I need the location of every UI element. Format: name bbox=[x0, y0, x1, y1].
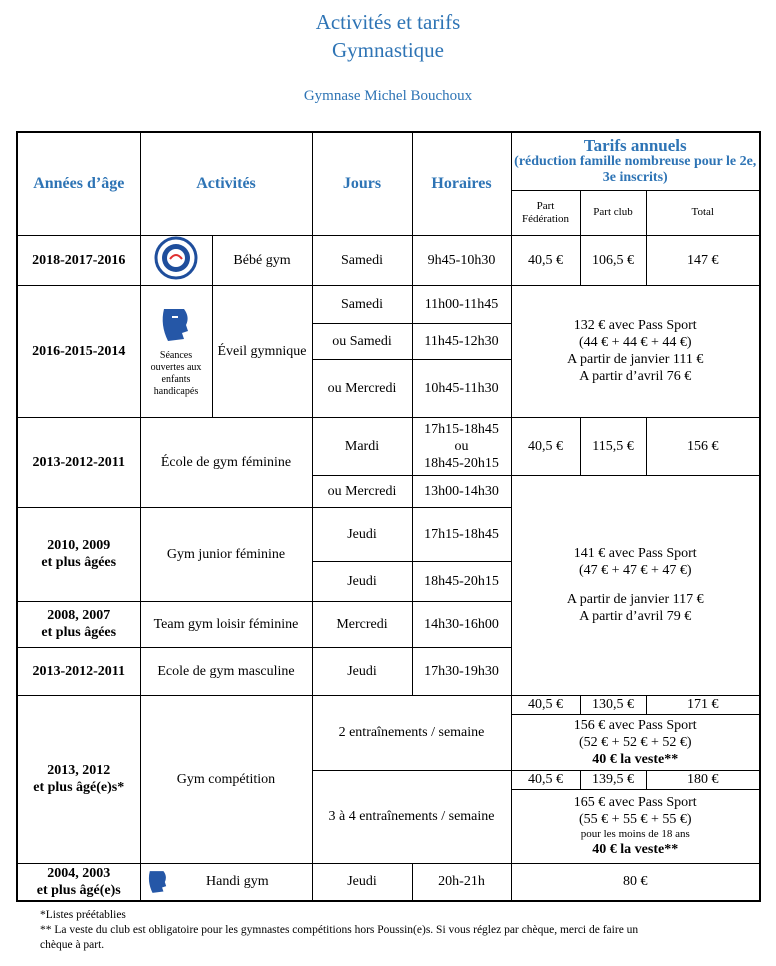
price-line: pour les moins de 18 ans bbox=[580, 828, 690, 840]
table-row bbox=[17, 235, 760, 285]
activity-cell: Bébé gym bbox=[212, 235, 312, 285]
day-cell: Samedi bbox=[312, 285, 412, 323]
handicap-face-icon bbox=[143, 867, 173, 897]
ages-cell: 2018-2017-2016 bbox=[17, 235, 140, 285]
price-line: A partir d’avril 79 € bbox=[579, 609, 692, 624]
handicap-cell bbox=[140, 285, 212, 417]
ffgym-logo bbox=[151, 236, 201, 285]
header-hours: Horaires bbox=[412, 132, 511, 235]
day-cell: ou Mercredi bbox=[312, 475, 412, 507]
price-line: (47 € + 47 € + 47 €) bbox=[578, 563, 692, 578]
ages-line: 2004, 2003 bbox=[47, 865, 111, 881]
price-cell bbox=[511, 789, 760, 863]
hours-cell: 20h-21h bbox=[412, 863, 511, 901]
total-cell: 156 € bbox=[646, 417, 760, 475]
activity-cell: Team gym loisir féminine bbox=[140, 601, 312, 647]
ages-line: 2008, 2007 bbox=[47, 608, 111, 623]
activity-cell: Gym compétition bbox=[140, 695, 312, 863]
handicap-note: Séances ouvertes aux enfants handicapés bbox=[150, 349, 202, 397]
table-row bbox=[17, 863, 760, 901]
page-subtitle: Gymnastique bbox=[332, 38, 444, 62]
total-cell: 147 € bbox=[646, 235, 760, 285]
tarifs-table bbox=[16, 131, 761, 902]
hours-line: 17h15-18h45 bbox=[424, 421, 499, 437]
total-cell: 171 € bbox=[646, 695, 760, 714]
day-cell: Jeudi bbox=[312, 507, 412, 561]
hours-cell: 13h00-14h30 bbox=[412, 475, 511, 507]
shared-price-cell bbox=[511, 475, 760, 695]
club-cell: 139,5 € bbox=[580, 770, 646, 789]
club-cell: 106,5 € bbox=[580, 235, 646, 285]
club-cell: 115,5 € bbox=[580, 417, 646, 475]
table-row bbox=[17, 417, 760, 475]
tarifs-title: Tarifs annuels bbox=[583, 135, 687, 155]
hours-line: 18h45-20h15 bbox=[424, 455, 499, 471]
footnote-2: ** La veste du club est obligatoire pour les gymnastes compétitions hors Poussin(e)s. Si vous réglez par chèque, merci de faire un bbox=[40, 924, 639, 936]
ages-line: 2013, 2012 bbox=[47, 763, 111, 778]
hours-cell: 17h15-18h45 bbox=[412, 507, 511, 561]
hours-line: ou bbox=[454, 438, 469, 454]
tarifs-note: (réduction famille nombreuse pour le 2e, 3e inscrits) bbox=[514, 153, 757, 185]
ages-cell: 2013-2012-2011 bbox=[17, 647, 140, 695]
ages-line: 2010, 2009 bbox=[47, 538, 111, 553]
header-part-federation: Part Fédération bbox=[511, 190, 580, 235]
price-line: 141 € avec Pass Sport bbox=[573, 546, 697, 561]
ages-cell: 2016-2015-2014 bbox=[17, 285, 140, 417]
day-cell: Jeudi bbox=[312, 863, 412, 901]
price-line: (55 € + 55 € + 55 €) bbox=[578, 812, 692, 827]
day-cell: Mercredi bbox=[312, 601, 412, 647]
header-total: Total bbox=[646, 190, 760, 235]
activity-cell: Éveil gymnique bbox=[212, 285, 312, 417]
ages-cell: 2013-2012-2011 bbox=[17, 417, 140, 507]
ages-cell bbox=[17, 601, 140, 647]
day-cell: ou Mercredi bbox=[312, 359, 412, 417]
header-row bbox=[17, 132, 760, 190]
fed-cell: 40,5 € bbox=[511, 770, 580, 789]
price-line: A partir de janvier 111 € bbox=[567, 352, 704, 367]
table-row bbox=[17, 285, 760, 323]
club-cell: 130,5 € bbox=[580, 695, 646, 714]
price-line: A partir d’avril 76 € bbox=[579, 369, 692, 384]
price-cell bbox=[511, 714, 760, 770]
price-line: 40 € la veste** bbox=[592, 842, 679, 857]
ages-cell bbox=[17, 507, 140, 601]
ages-line: et plus âgé(e)s* bbox=[33, 780, 125, 795]
day-cell: Samedi bbox=[312, 235, 412, 285]
activity-cell: Gym junior féminine bbox=[140, 507, 312, 601]
hours-cell: 14h30-16h00 bbox=[412, 601, 511, 647]
activity-cell: École de gym féminine bbox=[140, 417, 312, 507]
hours-cell: 9h45-10h30 bbox=[412, 235, 511, 285]
hours-cell: 11h45-12h30 bbox=[412, 323, 511, 359]
logo-cell bbox=[140, 235, 212, 285]
hours-cell: 17h30-19h30 bbox=[412, 647, 511, 695]
fed-cell: 40,5 € bbox=[511, 417, 580, 475]
table-row bbox=[17, 695, 760, 714]
activity-label: Handi gym bbox=[206, 873, 269, 889]
activity-cell bbox=[140, 863, 312, 901]
header-days: Jours bbox=[312, 132, 412, 235]
day-cell: Jeudi bbox=[312, 647, 412, 695]
total-cell: 180 € bbox=[646, 770, 760, 789]
ages-cell bbox=[17, 695, 140, 863]
price-line: 156 € avec Pass Sport bbox=[573, 717, 697, 733]
price-cell: 80 € bbox=[511, 863, 760, 901]
header-activities: Activités bbox=[140, 132, 312, 235]
price-line: 132 € avec Pass Sport bbox=[573, 318, 697, 333]
price-line: 40 € la veste** bbox=[592, 751, 679, 767]
day-cell: ou Samedi bbox=[312, 323, 412, 359]
fed-cell: 40,5 € bbox=[511, 235, 580, 285]
option-cell: 3 à 4 entraînements / semaine bbox=[312, 770, 511, 863]
fed-cell: 40,5 € bbox=[511, 695, 580, 714]
hours-cell bbox=[412, 417, 511, 475]
activity-cell: Ecole de gym masculine bbox=[140, 647, 312, 695]
ages-cell bbox=[17, 863, 140, 901]
venue-name: Gymnase Michel Bouchoux bbox=[303, 88, 473, 104]
ages-line: et plus âgé(e)s bbox=[36, 882, 121, 898]
page-title: Activités et tarifs bbox=[315, 10, 461, 34]
header-tarifs bbox=[511, 132, 760, 190]
header-part-club: Part club bbox=[580, 190, 646, 235]
footnote-3: chèque à part. bbox=[40, 939, 105, 951]
price-line: (44 € + 44 € + 44 €) bbox=[578, 335, 692, 350]
ages-line: et plus âgées bbox=[41, 555, 117, 570]
header-ages: Années d’âge bbox=[17, 132, 140, 235]
day-cell: Mardi bbox=[312, 417, 412, 475]
price-line: (52 € + 52 € + 52 €) bbox=[578, 734, 692, 750]
hours-cell: 10h45-11h30 bbox=[412, 359, 511, 417]
price-line: 165 € avec Pass Sport bbox=[573, 795, 697, 810]
price-line: A partir de janvier 117 € bbox=[566, 592, 704, 607]
ages-line: et plus âgées bbox=[41, 625, 117, 640]
handicap-face-icon bbox=[154, 305, 198, 345]
price-cell bbox=[511, 285, 760, 417]
hours-cell: 11h00-11h45 bbox=[412, 285, 511, 323]
option-cell: 2 entraînements / semaine bbox=[312, 695, 511, 770]
day-cell: Jeudi bbox=[312, 561, 412, 601]
hours-cell: 18h45-20h15 bbox=[412, 561, 511, 601]
footnote-1: *Listes préétablies bbox=[40, 909, 126, 921]
